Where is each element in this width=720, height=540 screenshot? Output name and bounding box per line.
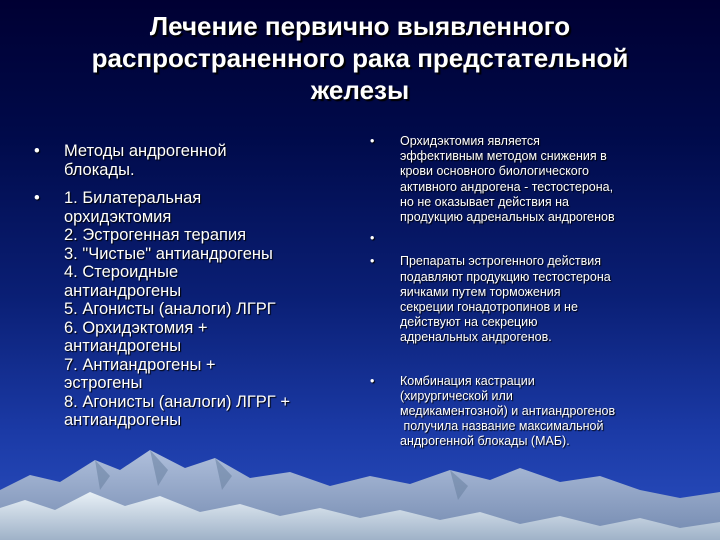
list-item-line: продукцию адренальных андрогенов <box>400 210 615 225</box>
right-bullet-list <box>370 134 690 450</box>
list-item-line: 8. Агонисты (аналоги) ЛГРГ + <box>64 392 290 411</box>
list-item-line: но не оказывает действия на <box>400 194 569 209</box>
title-line: железы <box>310 75 410 105</box>
list-item-line: андрогенной блокады (МАБ). <box>400 434 570 449</box>
list-item-line: подавляют продукцию тестостерона <box>400 269 611 284</box>
list-item <box>34 142 354 179</box>
list-item <box>370 374 690 450</box>
slide-title <box>30 10 690 106</box>
list-item-line: получила название максимальной <box>400 419 604 434</box>
list-item-line <box>400 231 690 246</box>
list-item-line: 6. Орхидэктомия + <box>64 318 208 337</box>
list-item-line: 5. Агонисты (аналоги) ЛГРГ <box>64 300 276 318</box>
list-item-line: Методы андрогенной <box>64 142 227 160</box>
list-item-line: действуют на секрецию <box>400 315 538 330</box>
list-item-line: блокады. <box>64 160 135 179</box>
list-item-line: антиандрогены <box>64 337 182 355</box>
list-item-line: Препараты эстрогенного действия <box>400 254 601 269</box>
bullet-icon: • <box>370 254 375 269</box>
list-item <box>370 134 690 225</box>
list-item-line: антиандрогены <box>64 411 182 429</box>
bullet-icon: • <box>34 142 40 160</box>
list-item-line: эффективным методом снижения в <box>400 149 607 164</box>
bullet-icon: • <box>370 134 375 148</box>
list-item-line: секреции гонадотропинов и не <box>400 300 578 315</box>
list-item-line: орхидэктомия <box>64 207 172 226</box>
list-item-line: активного андрогена - тестостерона, <box>400 179 614 194</box>
list-item-line: 2. Эстрогенная терапия <box>64 226 247 244</box>
list-item-line: (хирургической или <box>400 388 513 403</box>
list-item <box>34 189 354 430</box>
list-item-line: крови основного биологического <box>400 164 589 179</box>
list-item <box>370 254 690 345</box>
bullet-icon: • <box>370 231 375 246</box>
list-item-line: яичками путем торможения <box>400 284 561 299</box>
list-item-line: 1. Билатеральная <box>64 189 202 207</box>
list-item-line: адренальных андрогенов. <box>400 330 552 345</box>
list-item-line: эстрогены <box>64 374 143 392</box>
list-item-line: антиандрогены <box>64 281 182 300</box>
list-item-line: 7. Антиандрогены + <box>64 355 216 374</box>
list-item-line: Комбинация кастрации <box>400 373 535 388</box>
list-item-line: 4. Стероидные <box>64 263 179 281</box>
title-line: распространенного рака предстательной <box>91 43 629 73</box>
list-item-line: медикаментозной) и антиандрогенов <box>400 404 616 419</box>
left-bullet-list <box>34 142 354 430</box>
bullet-icon: • <box>34 189 40 207</box>
list-item-line: Орхидэктомия является <box>400 134 540 148</box>
list-item-line: 3. "Чистые" антиандрогены <box>64 244 273 263</box>
title-line: Лечение первично выявленного <box>149 11 571 41</box>
bullet-icon: • <box>370 373 375 388</box>
list-item-empty <box>370 231 690 246</box>
